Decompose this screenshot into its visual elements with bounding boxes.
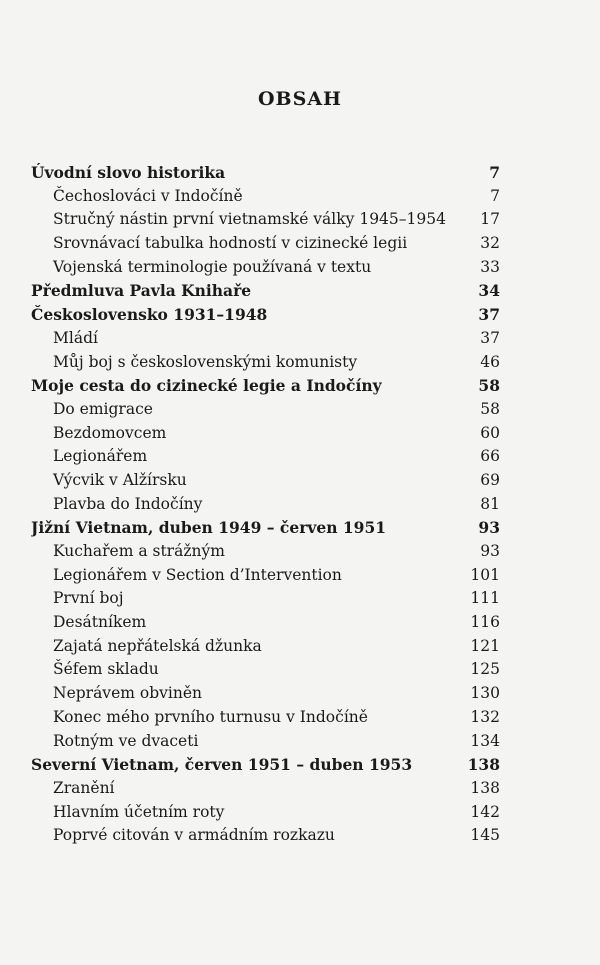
toc-entry-title: Zranění	[53, 778, 115, 797]
toc-section-entry	[31, 208, 500, 232]
toc-entry-page-number: 101	[470, 565, 500, 584]
toc-entry-title: Desátníkem	[53, 613, 147, 632]
toc-entry-title: Do emigrace	[53, 399, 153, 418]
toc-section-entry	[31, 232, 500, 256]
toc-chapter-entry	[31, 753, 500, 777]
toc-entry-page-number: 93	[480, 542, 500, 560]
toc-entry-page-number: 142	[470, 802, 500, 821]
toc-entry-page-number: 34	[478, 281, 500, 301]
toc-entry-title: Předmluva Pavla Knihaře	[31, 281, 252, 301]
toc-entry-page-number: 145	[470, 826, 500, 845]
toc-entry-page-number: 130	[470, 684, 500, 703]
toc-entry-page-number: 7	[489, 163, 500, 182]
toc-entry-title: Československo 1931–1948	[31, 305, 268, 325]
toc-entry-page-number: 138	[470, 778, 500, 797]
toc-entry-title: Stručný nástin první vietnamské války 1945–1954	[53, 210, 446, 229]
toc-entry-page-number: 111	[470, 589, 500, 608]
toc-entry-title: Hlavním účetním roty	[53, 802, 225, 821]
toc-section-entry	[31, 398, 500, 422]
toc-section-entry	[31, 824, 500, 848]
toc-entry-title: Jižní Vietnam, duben 1949 – červen 1951	[31, 518, 387, 538]
toc-entry-title: První boj	[53, 589, 124, 608]
toc-entry-title: Legionářem	[53, 447, 148, 466]
toc-entry-title: Konec mého prvního turnusu v Indočíně	[53, 707, 368, 726]
toc-section-entry	[31, 635, 500, 659]
toc-entry-page-number: 93	[478, 518, 500, 538]
page-title: OBSAH	[257, 88, 343, 110]
toc-entry-page-number: 58	[478, 376, 500, 396]
toc-entry-title: Kuchařem a strážným	[53, 542, 225, 560]
toc-entry-page-number: 46	[480, 352, 500, 371]
toc-chapter-entry	[31, 161, 500, 185]
toc-section-entry	[31, 730, 500, 754]
toc-section-entry	[31, 587, 500, 611]
toc-entry-page-number: 33	[480, 257, 500, 276]
toc-entry-page-number: 121	[470, 636, 500, 655]
toc-section-entry	[31, 422, 500, 446]
toc-section-entry	[31, 564, 500, 588]
toc-entry-page-number: 81	[480, 494, 500, 513]
toc-section-entry	[31, 256, 500, 280]
toc-entry-page-number: 60	[480, 423, 500, 442]
toc-entry-title: Úvodní slovo historika	[31, 163, 226, 182]
toc-entry-title: Moje cesta do cizinecké legie a Indočíny	[31, 376, 382, 396]
toc-section-entry	[31, 682, 500, 706]
toc-entry-page-number: 132	[470, 707, 500, 726]
toc-section-entry	[31, 801, 500, 825]
toc-entry-title: Výcvik v Alžírsku	[53, 470, 187, 489]
toc-section-entry	[31, 777, 500, 801]
toc-entry-page-number: 58	[480, 399, 500, 418]
toc-entry-title: Zajatá nepřátelská džunka	[53, 636, 262, 655]
toc-section-entry	[31, 185, 500, 209]
toc-entry-page-number: 69	[480, 470, 500, 489]
toc-entry-title: Vojenská terminologie používaná v textu	[53, 257, 372, 276]
toc-entry-page-number: 125	[470, 660, 500, 679]
toc-entry-title: Poprvé citován v armádním rozkazu	[53, 826, 335, 845]
toc-section-entry	[31, 351, 500, 375]
toc-entry-title: Rotným ve dvaceti	[53, 731, 199, 750]
toc-entry-page-number: 37	[478, 305, 500, 325]
toc-section-entry	[31, 658, 500, 682]
toc-entry-page-number: 32	[480, 234, 500, 253]
toc-section-entry	[31, 706, 500, 730]
toc-chapter-entry	[31, 374, 500, 398]
toc-entry-title: Plavba do Indočíny	[53, 494, 203, 513]
toc-entry-page-number: 37	[480, 328, 500, 347]
toc-entry-title: Severní Vietnam, červen 1951 – duben 1953	[31, 755, 413, 775]
toc-chapter-entry	[31, 516, 500, 540]
toc-entry-page-number: 66	[480, 447, 500, 466]
toc-entry-page-number: 134	[470, 731, 500, 750]
toc-entry-title: Mládí	[53, 328, 98, 347]
toc-section-entry	[31, 445, 500, 469]
toc-entry-page-number: 7	[490, 186, 500, 205]
toc-entry-title: Legionářem v Section d’Intervention	[53, 565, 342, 584]
toc-section-entry	[31, 469, 500, 493]
toc-entry-title: Můj boj s československými komunisty	[53, 352, 358, 371]
toc-entry-title: Šéfem skladu	[53, 660, 159, 679]
toc-chapter-entry	[31, 303, 500, 327]
toc-entry-page-number: 17	[480, 210, 500, 229]
toc-section-entry	[31, 611, 500, 635]
toc-section-entry	[31, 493, 500, 517]
toc-entry-title: Neprávem obviněn	[53, 684, 202, 703]
toc-section-entry	[31, 327, 500, 351]
toc-entry-title: Čechoslováci v Indočíně	[53, 186, 243, 205]
toc-entry-page-number: 138	[467, 755, 500, 775]
toc-entry-title: Srovnávací tabulka hodností v cizinecké legii	[53, 234, 408, 253]
toc-section-entry	[31, 540, 500, 564]
table-of-contents	[31, 161, 500, 848]
toc-entry-title: Bezdomovcem	[53, 423, 167, 442]
toc-chapter-entry	[31, 279, 500, 303]
toc-entry-page-number: 116	[470, 613, 500, 632]
